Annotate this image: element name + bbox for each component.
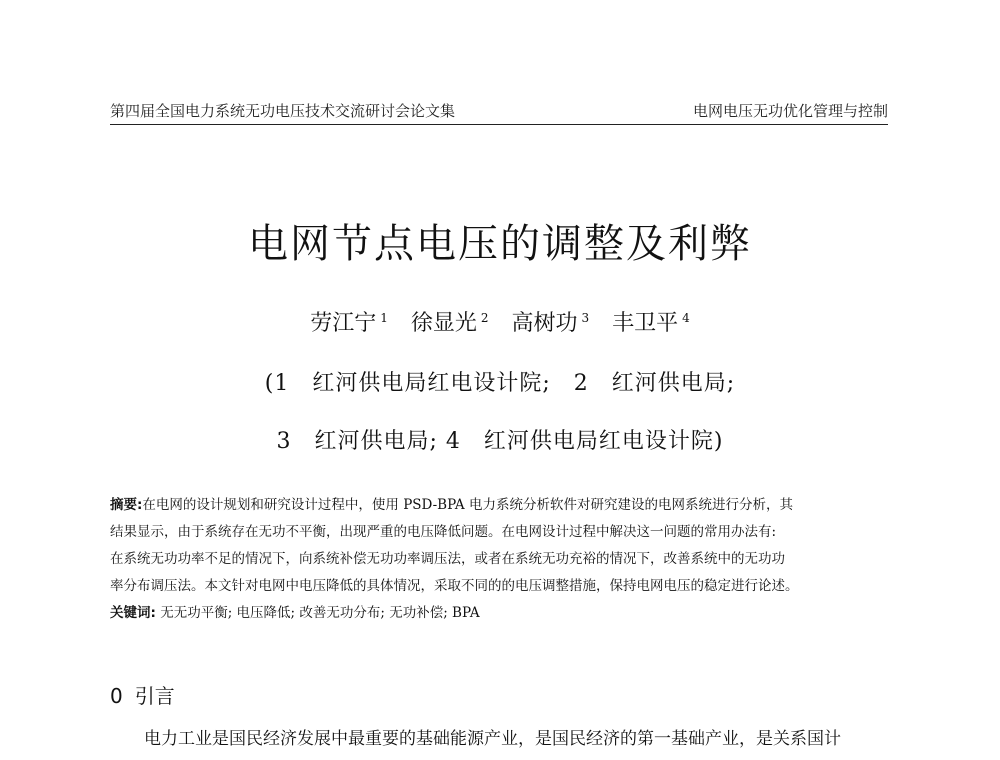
abstract-line: 结果显示，由于系统存在无功不平衡，出现严重的电压降低问题。在电网设计过程中解决这一问题的常用办法有: bbox=[110, 524, 777, 540]
keywords bbox=[110, 600, 890, 627]
abstract-line: 在系统无功功率不足的情况下，向系统补偿无功功率调压法，或者在系统无功充裕的情况下，改善系统中的无功功 bbox=[110, 551, 785, 567]
affiliation-line-1: (1 红河供电局红电设计院; 2 红河供电局; bbox=[264, 371, 736, 396]
section-title: 引言 bbox=[134, 684, 175, 708]
paper-title: 电网节点电压的调整及利弊 bbox=[248, 221, 752, 267]
author: 劳江宁 $^1$ bbox=[310, 310, 388, 336]
header-rule bbox=[110, 124, 888, 125]
author: 丰卫平 $^4$ bbox=[612, 310, 690, 336]
section-number: 0 bbox=[110, 684, 123, 708]
author-list bbox=[0, 306, 1000, 337]
author: 徐显光 $^2$ bbox=[410, 310, 489, 336]
abstract-line: 率分布调压法。本文针对电网中电压降低的具体情况，采取不同的的电压调整措施，保持电网电压的稳定进行论述。 bbox=[110, 578, 799, 594]
section-heading bbox=[110, 680, 175, 709]
running-header-right: 电网电压无功优化管理与控制 bbox=[692, 102, 888, 120]
abstract bbox=[110, 492, 890, 627]
keywords-label: 关键词: bbox=[110, 605, 156, 621]
affiliation-line-2: 3 红河供电局; 4 红河供电局红电设计院) bbox=[276, 429, 724, 454]
running-header-left: 第四届全国电力系统无功电压技术交流研讨会论文集 bbox=[110, 102, 456, 120]
author: 高树功 $^3$ bbox=[511, 310, 590, 336]
body-paragraph: 电力工业是国民经济发展中最重要的基础能源产业，是国民经济的第一基础产业，是关系国计 bbox=[144, 729, 841, 749]
abstract-line: 摘要:在电网的设计规划和研究设计过程中，使用 PSD-BPA 电力系统分析软件对研究建设的电网系统进行分析，其 bbox=[110, 497, 793, 513]
keywords-text: 无无功平衡; 电压降低; 改善无功分布; 无功补偿; BPA bbox=[160, 605, 480, 621]
abstract-label: 摘要: bbox=[110, 497, 143, 513]
